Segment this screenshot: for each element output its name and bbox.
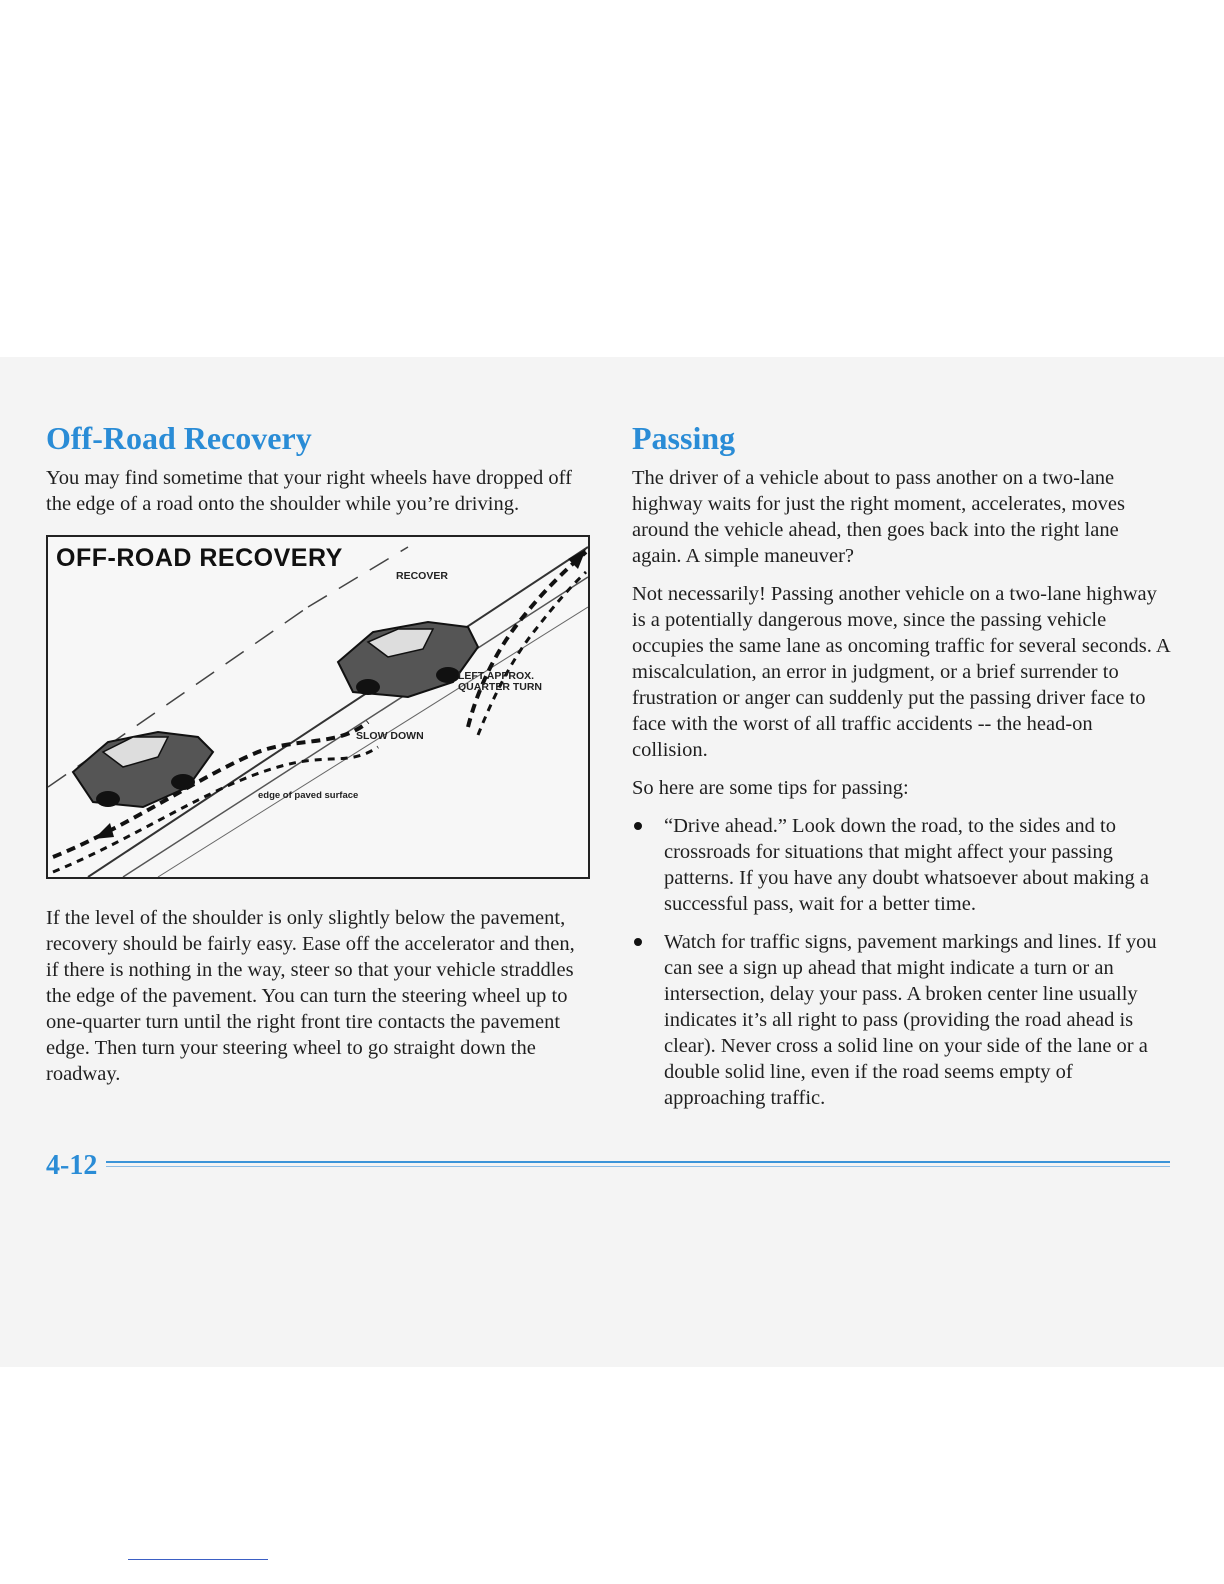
bullet-icon [634, 938, 642, 946]
label-left-line-1: LEFT APPROX. [458, 670, 535, 682]
label-edge-paved: edge of paved surface [258, 790, 359, 801]
section-heading-off-road-recovery: Off-Road Recovery [46, 420, 312, 456]
arrow-head-icon [94, 823, 114, 839]
path-recover-2 [478, 572, 586, 735]
passing-tips-list [632, 813, 1172, 1111]
section-heading-passing: Passing [632, 420, 736, 456]
label-left-approx [458, 671, 542, 693]
arrow-head-icon [568, 549, 586, 569]
tip-text: Watch for traffic signs, pavement markings and lines. If you can see a sign up ahead that might indicate a turn or an intersection, delay your pass. A broken center line usually indicates it’s all right to pass (providing the road ahead is clear). Never cross a solid line on your side of the lane or a double solid line, even if the road seems empty of approaching traffic. [664, 931, 1157, 1109]
tip-text: “Drive ahead.” Look down the road, to the sides and to crossroads for situations that might affect your passing patterns. If you have any doubt whatsoever about making a successful pass, wait for a better time. [664, 815, 1150, 915]
body-paragraph: If the level of the shoulder is only slightly below the pavement, recovery should be fairly easy. Ease off the accelerator and then, if there is nothing in the way, steer so that your vehicle straddles the edge of the pavement. You can turn the steering wheel up to one-quarter turn until the right front tire contacts the pavement edge. Then turn your steering wheel to go straight down the roadway. [46, 907, 575, 1085]
footer-rule [106, 1161, 1170, 1163]
label-recover: RECOVER [396, 570, 448, 582]
bullet-icon [634, 822, 642, 830]
shoulder-edge-line [123, 577, 588, 877]
intro-paragraph: You may find sometime that your right wheels have dropped off the edge of a road onto the shoulder while you’re driving. [46, 467, 572, 515]
passing-paragraph-3: So here are some tips for passing: [632, 777, 909, 799]
label-left-line-2: QUARTER TURN [458, 681, 542, 693]
page-number: 4-12 [46, 1150, 98, 1181]
bottom-underline-stub [128, 1559, 268, 1560]
right-column [632, 420, 1172, 1123]
diagram-illustration [48, 537, 588, 877]
car-rear-icon [73, 732, 213, 807]
road-edge-line [88, 547, 588, 877]
car-front-icon [338, 622, 478, 697]
list-item [632, 929, 1172, 1111]
label-slow-down: SLOW DOWN [356, 730, 424, 742]
page-footer [46, 1150, 1170, 1190]
passing-paragraph-1: The driver of a vehicle about to pass another on a two-lane highway waits for just the right moment, accelerates, moves around the vehicle ahead, then goes back into the right lane again. A simple maneuver? [632, 467, 1126, 567]
list-item [632, 813, 1172, 917]
left-column [46, 420, 586, 1099]
off-road-recovery-diagram [46, 535, 590, 879]
passing-paragraph-2: Not necessarily! Passing another vehicle on a two-lane highway is a potentially dangerous move, since the passing vehicle occupies the same lane as oncoming traffic for several seconds. A miscalculation, an error in judgment, or a brief surrender to frustration or anger can suddenly put the passing driver face to face with the worst of all traffic accidents -- the head-on collision. [632, 583, 1170, 761]
footer-rule-thin [106, 1166, 1170, 1167]
diagram-title: OFF-ROAD RECOVERY [56, 544, 343, 572]
